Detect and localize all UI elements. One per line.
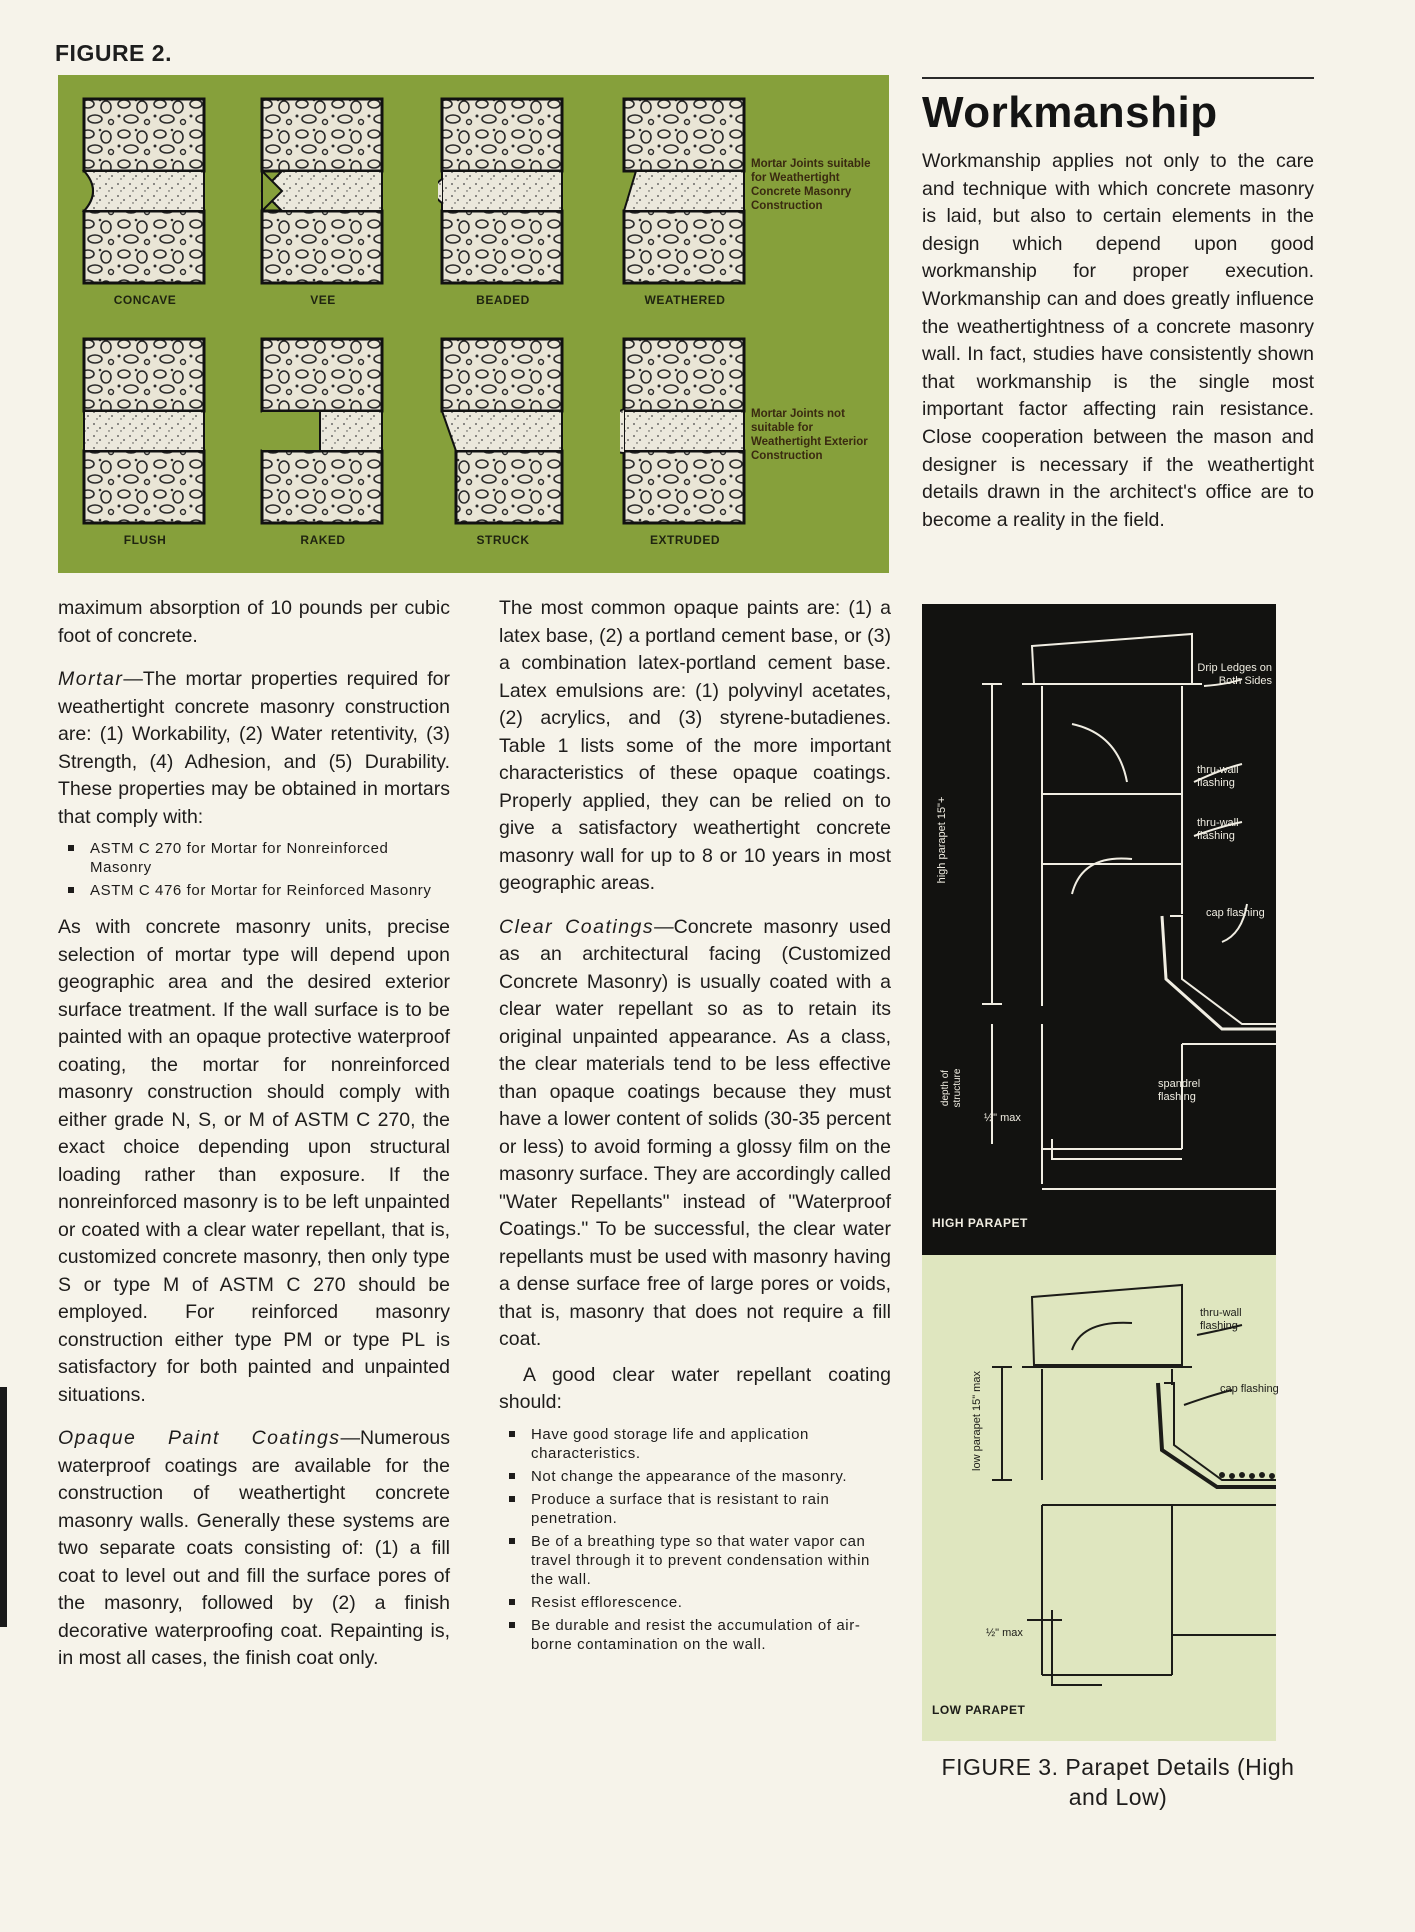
- joint-struck: [438, 337, 566, 547]
- joint-concave: [80, 97, 208, 307]
- mortar-lead-in: Mortar: [58, 668, 124, 690]
- figure-3-caption: FIGURE 3. Parapet Details (High and Low): [941, 1754, 1295, 1810]
- spandrel-flashing-label: spandrel flashing: [1158, 1078, 1201, 1103]
- mortar-selection-paragraph: As with concrete masonry units, precise selection of mortar type will depend upon geographic area and the desired exterior surface treatment. If the wall surface is to be painted with an opaque protective waterproof coating, the mortar for nonreinforced masonry construction should comply with either grade N, S, or M of ASTM C 270, the exact choice depending upon structural loading rather than exposure. If the nonreinforced masonry is to be left unpainted or coated with a clear water repellant, that is, customized concrete masonry, then only type S or type M of ASTM C 270 should be employed. For reinforced masonry construction either type PM or type PL is satisfactory for both painted and unpainted situations.: [58, 916, 450, 1406]
- unsuitable-joints-note: Mortar Joints not suitable for Weathertight Exterior Construction: [751, 408, 868, 462]
- list-item: ASTM C 476 for Mortar for Reinforced Masonry: [58, 881, 450, 900]
- low-parapet-figure: [922, 1255, 1279, 1741]
- opaque-paints-paragraph: The most common opaque paints are: (1) a latex base, (2) a portland cement base, or (3) a combination latex-portland cement base. Latex emulsions are: (1) polyvinyl acetates, (2) acrylics, and (3) styrene-butadienes. Table 1 lists some of the more important characteristics of these opaque coatings. Properly applied, they can be relied on to give a satisfactory weathertight concrete masonry wall for up to 8 or 10 years in most geographic areas.: [499, 597, 891, 894]
- drip-ledges-label: Drip Ledges on Both Sides: [1197, 662, 1272, 687]
- opaque-paint-paragraph: [58, 1425, 450, 1673]
- cap-flashing-label: cap flashing: [1220, 1383, 1279, 1395]
- thru-wall-flashing-label: thru-wall flashing: [1200, 1307, 1242, 1332]
- section-heading: Workmanship: [922, 88, 1218, 137]
- workmanship-paragraph: [922, 148, 1314, 534]
- opaque-lead-in: Opaque Paint Coatings: [58, 1427, 341, 1449]
- list-item: Produce a surface that is resistant to rain penetration.: [499, 1490, 891, 1528]
- joint-label: STRUCK: [476, 533, 530, 547]
- joint-label: BEADED: [476, 293, 530, 307]
- list-item: ASTM C 270 for Mortar for Nonreinforced Masonry: [58, 839, 450, 877]
- joint-flush: [80, 337, 208, 547]
- heading-rule: [922, 77, 1314, 79]
- thru-wall-flashing-label: thru-wall flashing: [1197, 764, 1239, 789]
- mortar-paragraph: [58, 666, 450, 831]
- list-item: Not change the appearance of the masonry.: [499, 1467, 891, 1486]
- repellant-requirements-list: [499, 1425, 891, 1654]
- joint-vee: [258, 97, 386, 307]
- thru-wall-flashing-label: thru-wall flashing: [1197, 817, 1239, 842]
- low-parapet-title: LOW PARAPET: [932, 1703, 1026, 1717]
- joint-label: EXTRUDED: [649, 533, 720, 547]
- joint-extruded: [620, 337, 748, 547]
- list-item: Resist efflorescence.: [499, 1593, 891, 1612]
- mortar-standards-list: [58, 839, 450, 900]
- repellant-intro: A good clear water repellant coating should:: [499, 1363, 891, 1413]
- column-two: [499, 595, 891, 1668]
- list-item: Have good storage life and application characteristics.: [499, 1425, 891, 1463]
- clear-lead-in: Clear Coatings: [499, 915, 655, 938]
- joint-label: CONCAVE: [113, 293, 177, 307]
- joint-label: WEATHERED: [644, 293, 726, 307]
- clear-text: —Concrete masonry used as an architectural facing (Customized Concrete Masonry) is usually coated with a clear water repellant so as to retain its original unpainted appearance. As a class, the clear materials tend to be less effective than opaque coatings because they must have a lower content of solids (30-35 percent or less) to avoid forming a glossy film on the masonry surface. They are accordingly called "Water Repellants" instead of "Waterproof Coatings." To be successful, the clear water repellants must be used with masonry having a dense surface free of large pores or voids, that is, masonry that does not require a fill coat.: [499, 915, 891, 1350]
- high-parapet-title: HIGH PARAPET: [932, 1216, 1028, 1230]
- joint-label: RAKED: [300, 533, 346, 547]
- half-inch-max-label: ½" max: [984, 1112, 1021, 1124]
- joint-beaded: [438, 97, 566, 307]
- suitable-joints-note: Mortar Joints suitable for Weathertight Concrete Masonry Construction: [751, 158, 871, 212]
- depth-of-structure-label: depth of structure: [940, 1068, 963, 1108]
- joint-label: FLUSH: [123, 533, 167, 547]
- figure-2-label: FIGURE 2.: [55, 40, 172, 66]
- joint-label: VEE: [310, 293, 336, 307]
- high-parapet-dimension: high parapet 15"+: [936, 796, 948, 884]
- list-item: Be of a breathing type so that water vapor can travel through it to prevent condensation within the wall.: [499, 1532, 891, 1589]
- clear-coatings-paragraph: [499, 914, 891, 1354]
- mortar-text: —The mortar properties required for weathertight concrete masonry construction are: (1) Workability, (2) Water retentivity, (3) Strength, (4) Adhesion, and (5) Durability. These properties may be obtained in mortars that comply with:: [58, 668, 450, 828]
- cap-flashing-label: cap flashing: [1206, 907, 1265, 919]
- opaque-text: —Numerous waterproof coatings are available for the construction of weathertight concrete masonry walls. Generally these systems are two separate coats consisting of: (1) a fill coat to level out and fill the surface pores of the masonry, followed by (2) a finish decorative waterproofing coat. Repainting is, in most all cases, the finish coat only.: [58, 1427, 450, 1669]
- joint-raked: [258, 337, 386, 547]
- low-parapet-dimension: low parapet 15" max: [971, 1371, 983, 1471]
- page-edge-marker: [0, 1387, 7, 1627]
- half-inch-max-label: ½" max: [986, 1627, 1023, 1639]
- workmanship-text: Workmanship applies not only to the care and technique with which concrete masonry is laid, but also to certain elements in the design which depend upon good workmanship for proper execution. Workmanship can and does greatly influence the weathertightness of a concrete masonry wall. In fact, studies have consistently shown that workmanship is the single most important factor affecting rain resistance. Close cooperation between the mason and designer is necessary if the weathertight details drawn in the architect's office are to become a reality in the field.: [922, 150, 1314, 531]
- mortar-joints-figure: [58, 75, 889, 573]
- joint-weathered: [620, 97, 748, 307]
- list-item: Be durable and resist the accumulation of air-borne contamination on the wall.: [499, 1616, 891, 1654]
- column-one: [58, 595, 450, 1673]
- column-one-intro: maximum absorption of 10 pounds per cubic foot of concrete.: [58, 597, 450, 647]
- high-parapet-figure: [922, 604, 1276, 1255]
